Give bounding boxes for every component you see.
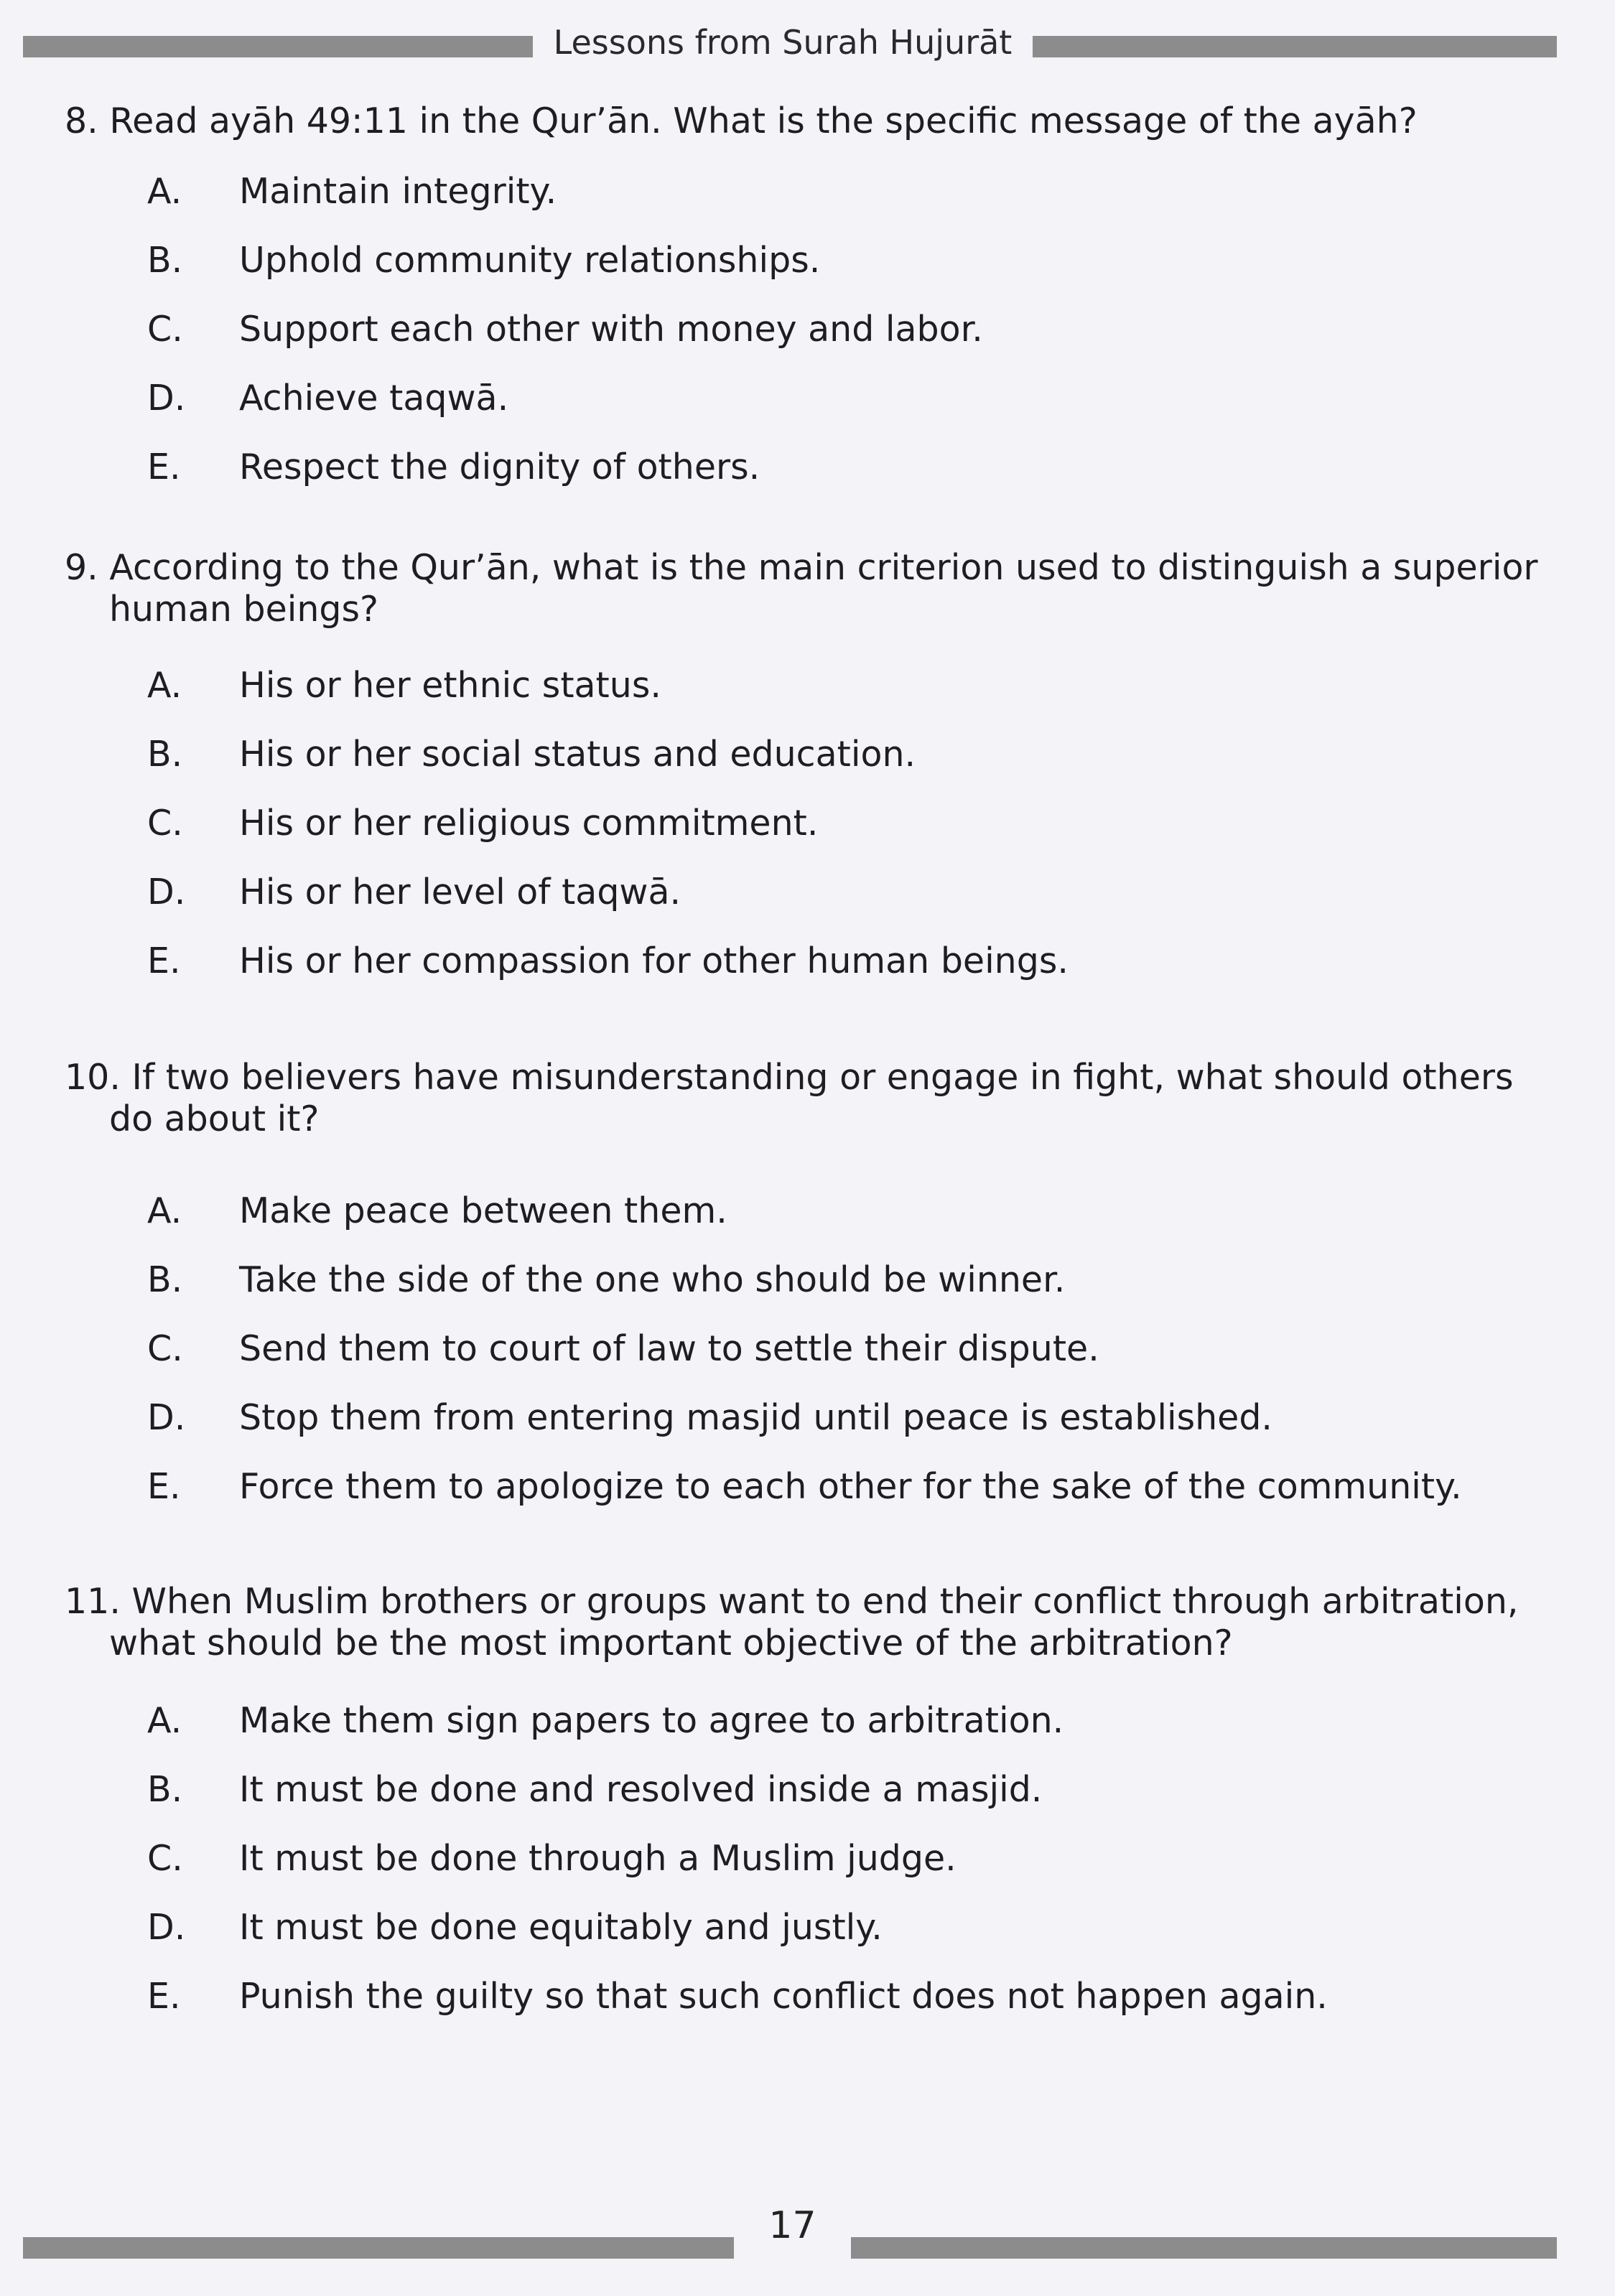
option-letter: A. — [147, 171, 182, 212]
option-text: It must be done and resolved inside a masjid. — [239, 1769, 1043, 1810]
option-text: His or her social status and education. — [239, 734, 916, 775]
option-d — [65, 872, 1558, 941]
option-d — [65, 1397, 1558, 1466]
option-letter: B. — [147, 240, 183, 281]
option-letter: B. — [147, 734, 183, 775]
option-text: Send them to court of law to settle their dispute. — [239, 1328, 1099, 1369]
option-letter: E. — [147, 1976, 181, 2017]
page-number: 17 — [768, 2204, 816, 2247]
option-text: His or her ethnic status. — [239, 665, 661, 706]
option-letter: C. — [147, 1838, 183, 1879]
option-letter: A. — [147, 1190, 182, 1231]
option-list — [65, 1190, 1558, 1535]
option-text: Uphold community relationships. — [239, 240, 821, 281]
option-c — [65, 309, 1558, 378]
option-text: Achieve taqwā. — [239, 378, 509, 419]
option-text: Take the side of the one who should be winner. — [239, 1259, 1066, 1300]
option-a — [65, 1700, 1558, 1769]
option-e — [65, 1466, 1558, 1535]
header-rule-left — [23, 36, 533, 57]
question-9 — [65, 547, 1558, 1009]
option-a — [65, 171, 1558, 240]
option-text: His or her level of taqwā. — [239, 872, 681, 913]
option-d — [65, 378, 1558, 447]
option-text: Punish the guilty so that such conflict does not happen again. — [239, 1976, 1328, 2017]
option-d — [65, 1907, 1558, 1976]
option-list — [65, 171, 1558, 515]
option-letter: C. — [147, 803, 183, 844]
option-letter: A. — [147, 1700, 182, 1741]
option-a — [65, 665, 1558, 734]
option-e — [65, 447, 1558, 515]
question-8 — [65, 101, 1558, 515]
option-c — [65, 803, 1558, 872]
question-11 — [65, 1581, 1558, 2045]
option-b — [65, 734, 1558, 803]
option-list — [65, 665, 1558, 1009]
option-e — [65, 941, 1558, 1009]
option-text: Maintain integrity. — [239, 171, 557, 212]
option-text: Support each other with money and labor. — [239, 309, 983, 350]
question-text: 10. If two believers have misunderstanding or engage in fight, what should others do about it? — [65, 1057, 1514, 1139]
page-footer — [0, 2197, 1615, 2276]
option-text: His or her compassion for other human beings. — [239, 941, 1069, 981]
option-b — [65, 1769, 1558, 1838]
option-letter: D. — [147, 872, 186, 913]
header-rule-right — [1033, 36, 1557, 57]
option-text: Stop them from entering masjid until peace is established. — [239, 1397, 1272, 1438]
option-letter: D. — [147, 378, 186, 419]
option-text: Make them sign papers to agree to arbitration. — [239, 1700, 1064, 1741]
option-letter: A. — [147, 665, 182, 706]
running-title: Lessons from Surah Hujurāt — [553, 23, 1013, 62]
question-10 — [65, 1057, 1558, 1535]
question-text: 11. When Muslim brothers or groups want to end their conflict through arbitration, what should be the most important objective of the arbitration? — [65, 1581, 1519, 1663]
option-text: Respect the dignity of others. — [239, 447, 760, 487]
option-text: It must be done through a Muslim judge. — [239, 1838, 957, 1879]
question-text: 9. According to the Qur’ān, what is the main criterion used to distinguish a superior human beings? — [65, 547, 1538, 630]
option-letter: B. — [147, 1769, 183, 1810]
option-letter: C. — [147, 1328, 183, 1369]
option-text: His or her religious commitment. — [239, 803, 819, 844]
question-text: 8. Read ayāh 49:11 in the Qur’ān. What is the specific message of the ayāh? — [65, 101, 1418, 141]
option-letter: E. — [147, 1466, 181, 1507]
option-b — [65, 240, 1558, 309]
option-letter: D. — [147, 1907, 186, 1948]
option-e — [65, 1976, 1558, 2045]
option-list — [65, 1700, 1558, 2045]
option-letter: B. — [147, 1259, 183, 1300]
option-letter: E. — [147, 447, 181, 487]
page-header — [0, 14, 1615, 79]
option-letter: D. — [147, 1397, 186, 1438]
option-letter: C. — [147, 309, 183, 350]
option-c — [65, 1838, 1558, 1907]
option-letter: E. — [147, 941, 181, 981]
option-text: It must be done equitably and justly. — [239, 1907, 883, 1948]
option-a — [65, 1190, 1558, 1259]
option-b — [65, 1259, 1558, 1328]
option-text: Make peace between them. — [239, 1190, 727, 1231]
option-c — [65, 1328, 1558, 1397]
option-text: Force them to apologize to each other for the sake of the community. — [239, 1466, 1462, 1507]
footer-rule-right — [851, 2237, 1557, 2259]
footer-rule-left — [23, 2237, 734, 2259]
